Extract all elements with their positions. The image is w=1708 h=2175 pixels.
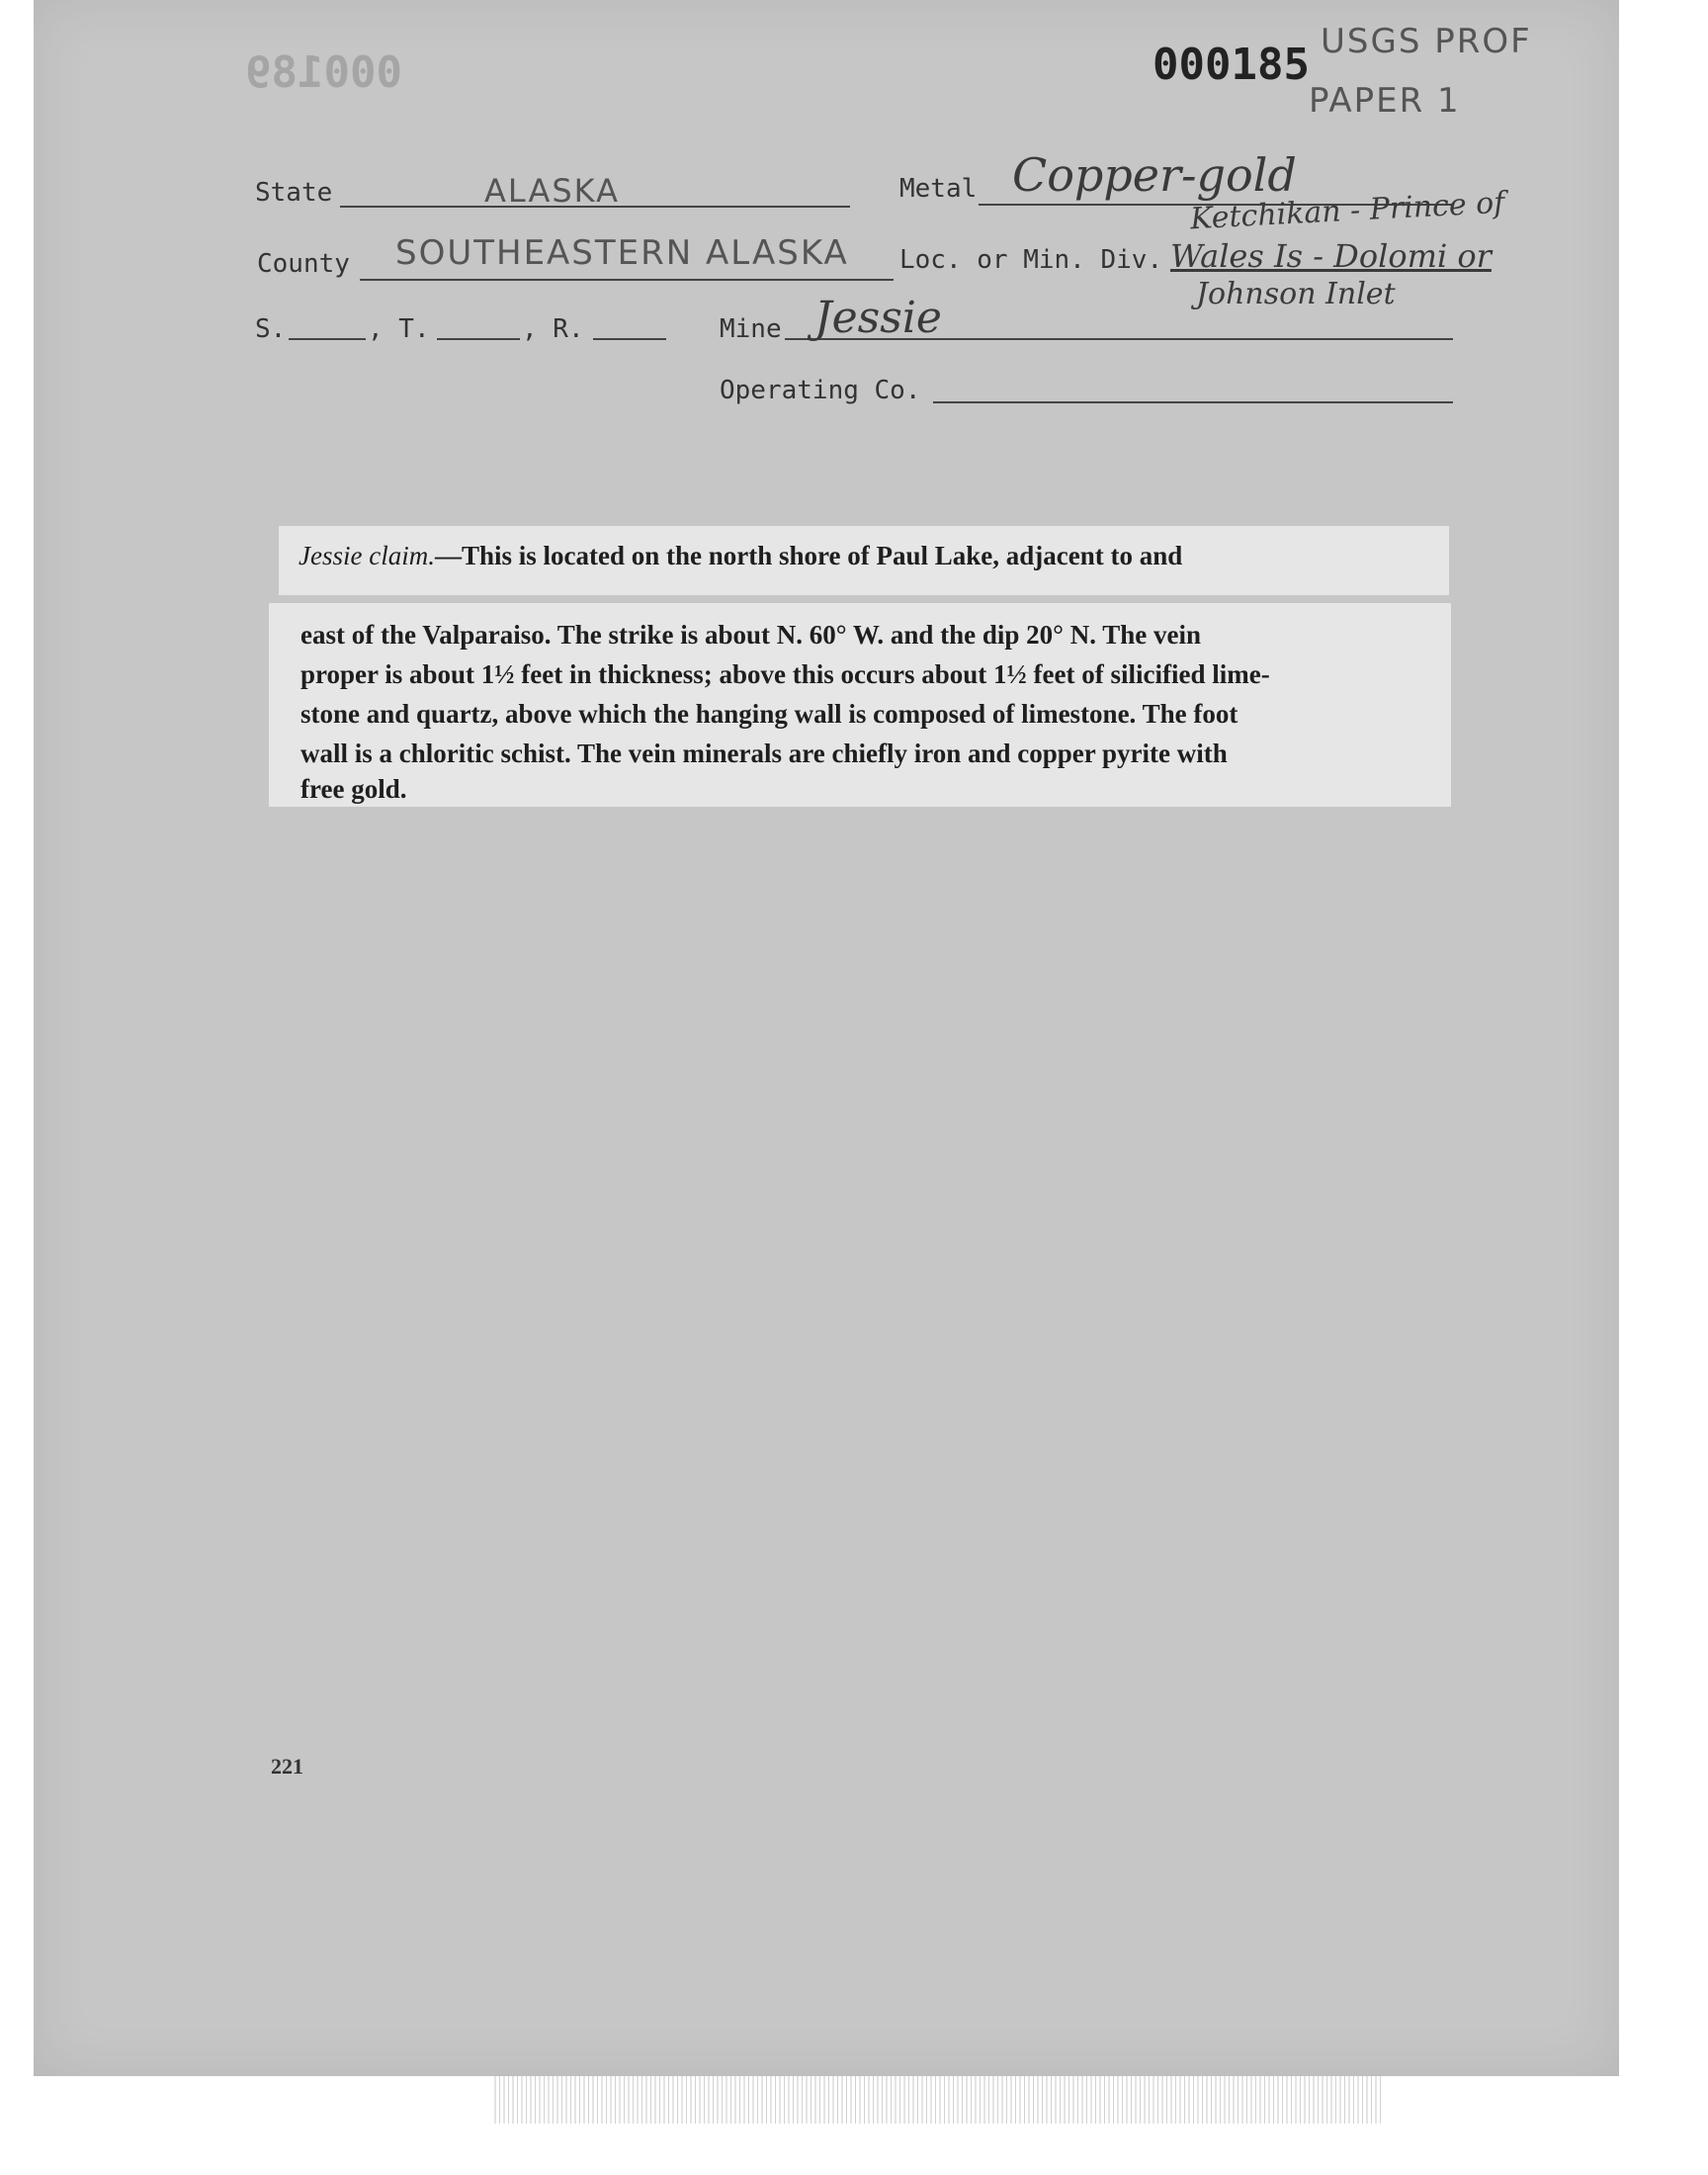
range-label: , R.: [522, 314, 584, 344]
scanned-page: [34, 0, 1619, 2076]
document-number: 000185: [1153, 40, 1310, 90]
county-field-line: [360, 279, 894, 281]
operating-co-label: Operating Co.: [720, 376, 921, 405]
clipping-first-line: —This is located on the north shore of Paul Lake, adjacent to and: [434, 541, 1183, 570]
clipping-heading: Jessie claim.: [299, 541, 435, 570]
loc-value-line1: Ketchikan - Prince of: [1189, 185, 1506, 237]
metal-label: Metal: [899, 174, 978, 204]
township-field-line: [437, 338, 520, 340]
section-label: S.: [255, 314, 287, 344]
range-field-line: [593, 338, 666, 340]
section-field-line: [289, 338, 366, 340]
mine-value: Jessie: [814, 293, 942, 343]
clipping-strip-heading: [279, 526, 1449, 595]
loc-label: Loc. or Min. Div.: [899, 245, 1163, 275]
loc-value-line3: Johnson Inlet: [1196, 277, 1396, 311]
loc-value-line2: Wales Is - Dolomi or: [1170, 237, 1492, 275]
clipping-para-line4: wall is a chloritic schist. The vein minerals are chiefly iron and copper pyrite with: [300, 739, 1228, 768]
operating-co-field-line: [933, 401, 1453, 403]
page-number: 221: [271, 1754, 303, 1779]
state-value: ALASKA: [484, 172, 620, 210]
clipping-para-line3: stone and quartz, above which the hanging wall is composed of limestone. The foot: [300, 699, 1238, 729]
clipping-para-line5: free gold.: [300, 774, 407, 804]
bleed-through-number: 000189: [245, 47, 402, 98]
clipping-para-line2: proper is about 1½ feet in thickness; above this occurs about 1½ feet of silicified lime-: [300, 659, 1270, 689]
scanner-artifact: [494, 2076, 1384, 2124]
state-label: State: [255, 178, 333, 208]
county-label: County: [257, 249, 350, 279]
clipping-strip-paragraph: [269, 603, 1451, 807]
metal-value: Copper-gold: [1012, 148, 1297, 202]
usgs-stamp-line2: PAPER 1: [1309, 81, 1461, 121]
county-value: SOUTHEASTERN ALASKA: [395, 233, 849, 273]
usgs-stamp-line1: USGS PROF: [1321, 22, 1532, 61]
mine-label: Mine: [720, 314, 782, 344]
township-label: , T.: [368, 314, 430, 344]
clipping-para-line1: east of the Valparaiso. The strike is about N. 60° W. and the dip 20° N. The vein: [300, 620, 1201, 650]
